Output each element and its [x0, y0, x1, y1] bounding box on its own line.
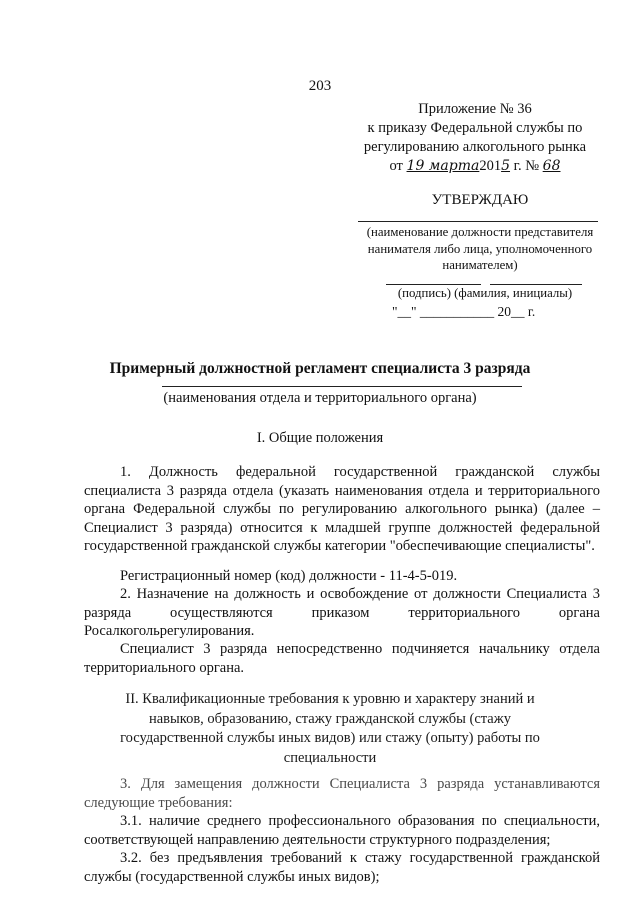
paragraph-subordination: Специалист 3 разряда непосредственно подчиняется начальнику отдела территориального органа. [84, 641, 600, 676]
paragraph-3: 3. Для замещения должности Специалиста 3 разряда устанавливаются следующие требования: [84, 776, 600, 811]
dept-caption: (наименования отдела и территориального органа) [163, 390, 477, 406]
date-prefix: от [389, 158, 403, 174]
approver-caption: (наименование должности представителя нанимателя либо лица, уполномоченного нанимателем) [366, 225, 594, 272]
appendix-block [330, 100, 620, 176]
paragraph-registration: Регистрационный номер (код) должности - 11-4-5-019. [120, 568, 458, 584]
approval-title: УТВЕРЖДАЮ [431, 192, 529, 208]
handwritten-year-digit: 5 [501, 158, 511, 174]
paragraph [84, 775, 600, 812]
dept-underline [162, 386, 522, 387]
paragraph [84, 812, 600, 849]
page-number: 203 [308, 78, 332, 94]
signature-caption: (подпись) [397, 286, 451, 300]
appendix-number: Приложение № 36 [418, 101, 532, 117]
handwritten-order-number: 68 [542, 158, 561, 174]
paragraph-3-1: 3.1. наличие среднего профессионального образования по специальности, соответствующей направлению деятельности структурного подразделения; [84, 813, 600, 848]
paragraph [84, 585, 600, 641]
paragraph-3-2: 3.2. без предъявления требований к стажу государственной гражданской службы (государственной службы иных видов); [84, 850, 600, 885]
appendix-order-ref: к приказу Федеральной службы по [367, 120, 583, 136]
approval-date-line: "__" ___________ 20__ г. [392, 304, 536, 319]
date-year-prefix: 201 [479, 158, 502, 174]
section-2-heading: II. Квалификационные требования к уровню и характеру знаний и навыков, образованию, стажу гражданской службы (стажу государственной службы иных видов) или стажу (опыту) работы по специальности [120, 691, 540, 766]
signature-captions [380, 286, 590, 301]
signature-underline [386, 284, 481, 285]
handwritten-date: 19 марта [406, 158, 480, 174]
paragraph-2: 2. Назначение на должность и освобождение от должности Специалиста 3 разряда осуществляются приказом территориального органа Росалкогольрегулирования. [84, 586, 600, 640]
name-caption: (фамилия, инициалы) [454, 286, 573, 300]
appendix-agency: регулированию алкогольного рынка [363, 139, 587, 155]
paragraph-1: 1. Должность федеральной государственной гражданской службы специалиста 3 разряда отдела (указать наименования отдела и территориального органа Федеральной службы по регулированию алкогольного рынка) (далее – Специалист 3 разряда) относится к младшей группе должностей федеральной государственной гражданской службы категории "обеспечивающие специалисты". [84, 464, 600, 555]
approver-underline [358, 221, 598, 222]
date-year-suffix: г. № [513, 158, 540, 174]
paragraph [84, 567, 600, 586]
name-underline [490, 284, 582, 285]
paragraph [84, 463, 600, 556]
document-title: Примерный должностной регламент специалиста 3 разряда [109, 360, 531, 377]
paragraph [84, 640, 600, 677]
appendix-date-line [330, 157, 620, 176]
section-1-heading: I. Общие положения [256, 430, 384, 446]
paragraph [84, 849, 600, 886]
